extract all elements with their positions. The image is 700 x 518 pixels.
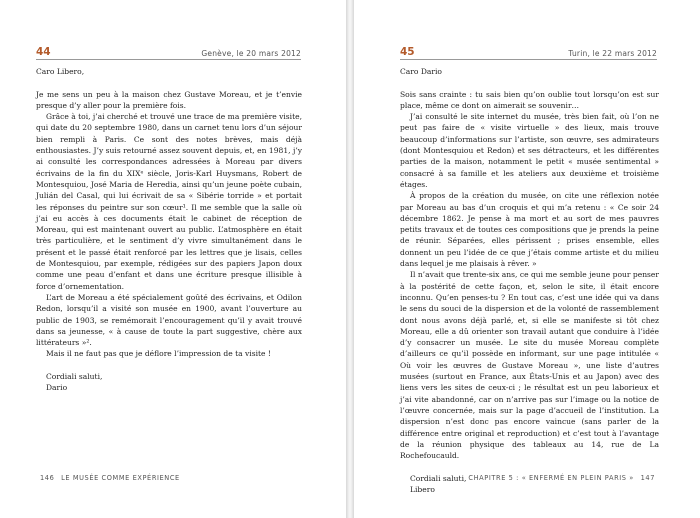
book-gutter [346,0,354,518]
header-rule [36,59,301,60]
paragraph: Je me sens un peu à la maison chez Gustave Moreau, et je t’envie presque d’y aller pour la première fois. [36,89,302,110]
letter-header [36,42,301,58]
page-footer [468,474,659,482]
running-title: LE MUSÉE COMME EXPÉRIENCE [61,474,180,482]
signature: Dario [46,383,68,393]
letter-number: 45 [400,46,415,58]
paragraph: Il n’avait que trente-six ans, ce qui me semble jeune pour penser à la postérité de cette façon, et, selon le site, il était encore inconnu. Qu’en penses-tu ? En tout cas, c’est une idée qui va dans le sens du souci de la dispersion et de la volonté de rassemblement dont nous avons déjà parlé, et, si elle se manifeste si tôt chez Moreau, elle a dû orienter son travail autant que conduire à l’idée d’y consacrer un musée. Le site du musée Moreau complète d’ailleurs ce qu’il possède en informant, sur une page intitulée « Où voir les œuvres de Gustave Moreau », une liste d’autres musées (surtout en France, aux États-Unis et au Japon) avec des liens vers les sites de ceux-ci ; le résultat est un peu laborieux et j’ai vite abandonné, car on n’arrive pas sur l’image ou la notice de l’œuvre concernée, mais sur la page d’accueil de l’institution. La dispersion n’est donc pas encore vaincue (sans parler de la différence entre original et reproduction) et c’est tout à l’avantage de la réunion physique des tableaux au 14, rue de La Rochefoucauld. [400,270,659,461]
page-number: 146 [40,474,55,482]
salutation: Caro Libero, [36,67,85,76]
signature: Libero [410,484,435,494]
paragraph: Sois sans crainte : tu sais bien qu’on oublie tout lorsqu’on est sur place, même ce dont on aimerait se souvenir… [400,89,659,110]
paragraph: L’art de Moreau a été spécialement goûté des écrivains, et Odilon Redon, lorsqu’il a visité son musée en 1900, avant l’ouverture au public de 1903, se remémorait l’encouragement qu’il y avait trouvé dans sa jeunesse, « à cause de toute la part suggestive, chère aux littérateurs »². [36,292,302,348]
header-rule [400,59,657,60]
letter-place-date: Genève, le 20 mars 2012 [201,49,301,58]
paragraph: Grâce à toi, j’ai cherché et trouvé une trace de ma première visite, qui date du 20 septembre 1980, dans un carnet tenu lors d’un séjour bien rempli à Paris. Ce sont des notes brèves, mais déjà enthousiastes. J’y suis retourné assez souvent depuis, et, en 1981, j’y ai consulté les correspondances adressées à Moreau par divers écrivains de la fin du XIXᵉ siècle, Joris-Karl Huysmans, Robert de Montesquiou, José Maria de Heredia, ainsi qu’un jeune poète cubain, Julián del Casal, qui lui écrivait de sa « Sibérie torride » et portait les réponses du peintre sur son cœur¹. Il me semble que la salle où j’ai eu accès à ces documents était le cabinet de réception de Moreau, qui est maintenant ouvert au public. L’atmosphère en était très particulière, et le sentiment d’y vivre simultanément dans le présent et le passé était renforcé par les lettres que je lisais, celles de Montesquiou, par exemple, rédigées sur des papiers Japon doux comme une peau d’enfant et dans une écriture presque illisible à force d’ornementation. [36,112,302,291]
letter-number: 44 [36,46,51,58]
paragraph: J’ai consulté le site internet du musée, très bien fait, où l’on ne peut pas faire de « visite virtuelle » des lieux, mais trouve beaucoup d’informations sur l’artiste, son œuvre, ses admirateurs (dont Montesquiou et Redon) et ses détracteurs, et les différentes parties de la maison, notamment le petit « musée sentimental » consacré à sa famille et les ateliers aux deuxième et troisième étages. [400,112,659,189]
letter-body [400,66,659,495]
letter-header [400,42,657,58]
page-footer [36,474,180,482]
salutation: Caro Dario [400,67,442,76]
letter-body [36,66,302,394]
paragraph: Mais il ne faut pas que je déflore l’impression de ta visite ! [46,349,271,359]
letter-place-date: Turin, le 22 mars 2012 [568,49,657,58]
closing: Cordiali saluti, [410,473,467,483]
left-page [0,0,346,518]
page-number: 147 [640,474,655,482]
closing: Cordiali saluti, [46,372,103,382]
right-page [354,0,700,518]
running-title: CHAPITRE 5 : « ENFERMÉ EN PLEIN PARIS » [468,474,634,482]
paragraph: À propos de la création du musée, on cite une réflexion notée par Moreau au bas d’un croquis et qui m’a retenu : « Ce soir 24 décembre 1862. Je pense à ma mort et au sort de mes pauvres petits travaux et de toutes ces compositions que je prends la peine de réunir. Séparées, elles périssent ; prises ensemble, elles donnent un peu l’idée de ce que j’étais comme artiste et du milieu dans lequel je me plaisais à rêver. » [400,191,659,269]
